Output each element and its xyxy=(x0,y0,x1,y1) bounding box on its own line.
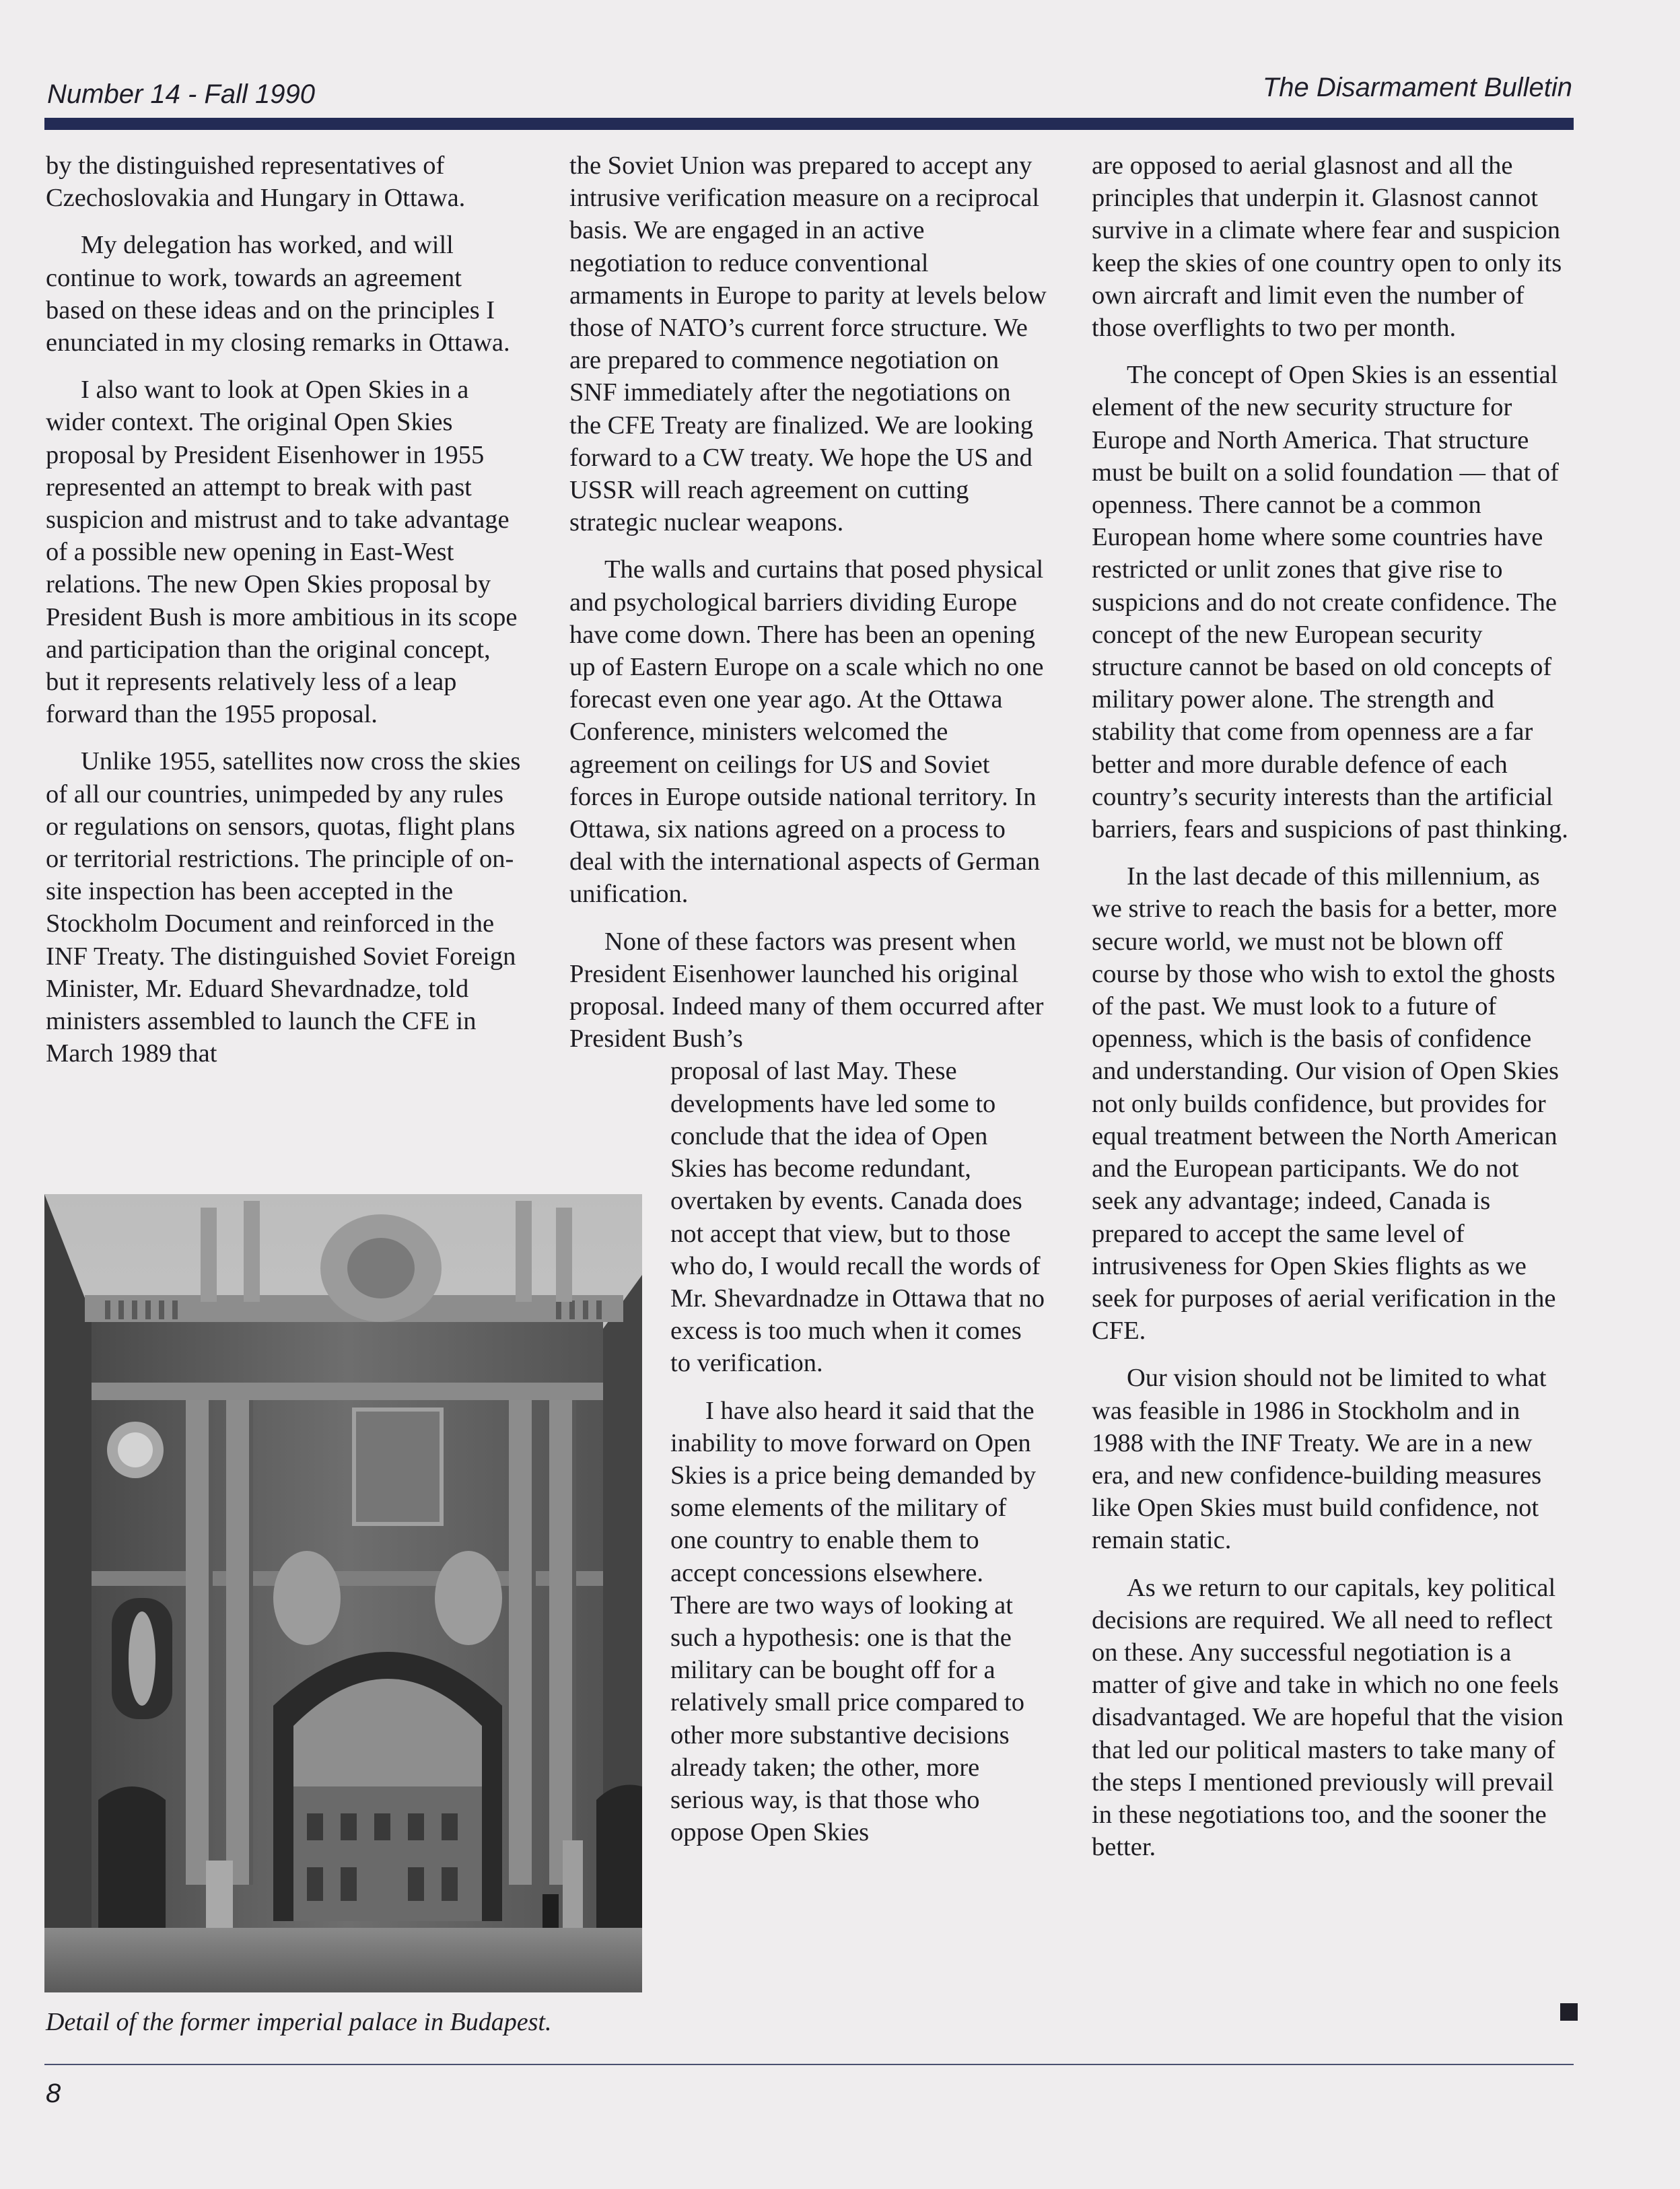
paragraph: I have also heard it said that the inability to move forward on Open Skies is a price being demanded by some elements of the military of one country to enable them to accept concessions elsewhere. There are two ways of looking at such a hypothesis: one is that the military can be bought off for a relatively small price compared to other more substantive decisions already taken; the other, more serious way, is that those who oppose Open Skies xyxy=(670,1396,1037,1847)
paragraph: As we return to our capitals, key political decisions are required. We all need to reflect on these. Any successful negotiation is a matter of give and take in which no one feels disadvantaged. We are hopeful that the vision that led our political masters to take many of the steps I mentioned previously will prevail in these negotiations too, and the sooner the better. xyxy=(1092,1573,1564,1862)
paragraph: by the distinguished representatives of Czechoslovakia and Hungary in Ottawa. xyxy=(46,151,466,213)
palace-photo xyxy=(44,1194,642,1992)
issue-label: Number 14 - Fall 1990 xyxy=(47,79,315,109)
paragraph: Unlike 1955, satellites now cross the skies of all our countries, unimpeded by any rules or regulations on sensors, quotas, flight plans or territorial restrictions. The principle of on-site inspection has been accepted in the Stockholm Document and reinforced in the INF Treaty. The distinguished Soviet Foreign Minister, Mr. Eduard Shevardnadze, told ministers assembled to launch the CFE in March 1989 that xyxy=(46,747,521,1068)
paragraph: I also want to look at Open Skies in a wider context. The original Open Skies proposal by President Eisenhower in 1955 represented an attempt to break with past suspicion and mistrust and to take advantage of a possible new opening in East-West relations. The new Open Skies proposal by President Bush is more ambitious in its scope and participation than the original concept, but it represents relatively less of a leap forward than the 1955 proposal. xyxy=(46,376,518,729)
photo-caption: Detail of the former imperial palace in Budapest. xyxy=(46,2008,552,2036)
paragraph: My delegation has worked, and will continue to work, towards an agreement based on these ideas and on the principles I enunciated in my closing remarks in Ottawa. xyxy=(46,231,510,357)
paragraph: None of these factors was present when President Eisenhower launched his original proposal. Indeed many of them occurred after President Bush’s xyxy=(569,927,1044,1053)
publication-title: The Disarmament Bulletin xyxy=(1262,73,1572,102)
article-column-1 xyxy=(46,149,525,1084)
paragraph: the Soviet Union was prepared to accept any intrusive verification measure on a reciprocal basis. We are engaged in an active negotiation to reduce conventional armaments in Europe to parity at levels below those of NATO’s current force structure. We are prepared to commence negotiation on SNF immediately after the negotiations on the CFE Treaty are finalized. We are looking forward to a CW treaty. We hope the US and USSR will reach agreement on cutting strategic nuclear weapons. xyxy=(569,151,1047,537)
column-2-runaround xyxy=(670,1055,1047,1848)
running-head xyxy=(46,73,1572,113)
paragraph: The concept of Open Skies is an essential element of the new security structure for Europe and North America. That structure must be built on a solid foundation — that of openness. There cannot be a common European home where some countries have restricted or unlit zones that give rise to suspicions and do not create confidence. The concept of the new European security structure cannot be based on old concepts of military power alone. The strength and stability that come from openness are a far better and more durable defence of each country’s security interests than the artificial barriers, fears and suspicions of past thinking. xyxy=(1092,361,1568,844)
end-of-article-mark xyxy=(1560,2003,1578,2021)
paragraph: proposal of last May. These developments have led some to conclude that the idea of Open Skies has become redundant, overtaken by events. Canada does not accept that view, but to those who do, I would recall the words of Mr. Shevardnadze in Ottawa that no excess is too much when it comes to verification. xyxy=(670,1057,1045,1378)
paragraph: In the last decade of this millennium, as we strive to reach the basis for a better, more secure world, we must not be blown off course by those who wish to extol the ghosts of the past. We must look to a future of openness, which is the basis of confidence and understanding. Our vision of Open Skies not only builds confidence, but provides for equal treatment between the North American and the European participants. We do not seek any advantage; indeed, Canada is prepared to accept the same level of intrusiveness for Open Skies flights as we seek for purposes of aerial verification in the CFE. xyxy=(1092,862,1559,1346)
header-rule xyxy=(44,118,1574,130)
article-column-3 xyxy=(1092,149,1571,1878)
footer-rule xyxy=(44,2064,1574,2065)
paragraph: The walls and curtains that posed physical and psychological barriers dividing Europe have come down. There has been an opening up of Eastern Europe on a scale which no one forecast even one year ago. At the Ottawa Conference, ministers welcomed the agreement on ceilings for US and Soviet forces in Europe outside national territory. In Ottawa, six nations agreed on a process to deal with the international aspects of German unification. xyxy=(569,555,1044,909)
paragraph: are opposed to aerial glasnost and all the principles that underpin it. Glasnost cannot survive in a climate where fear and suspicion keep the skies of one country open to only its own aircraft and limit even the number of those overflights to two per month. xyxy=(1092,151,1562,343)
page-number: 8 xyxy=(46,2079,61,2108)
paragraph: Our vision should not be limited to what was feasible in 1986 in Stockholm and in 1988 with the INF Treaty. We are in a new era, and new confidence-building measures like Open Skies must build confidence, not remain static. xyxy=(1092,1364,1547,1555)
